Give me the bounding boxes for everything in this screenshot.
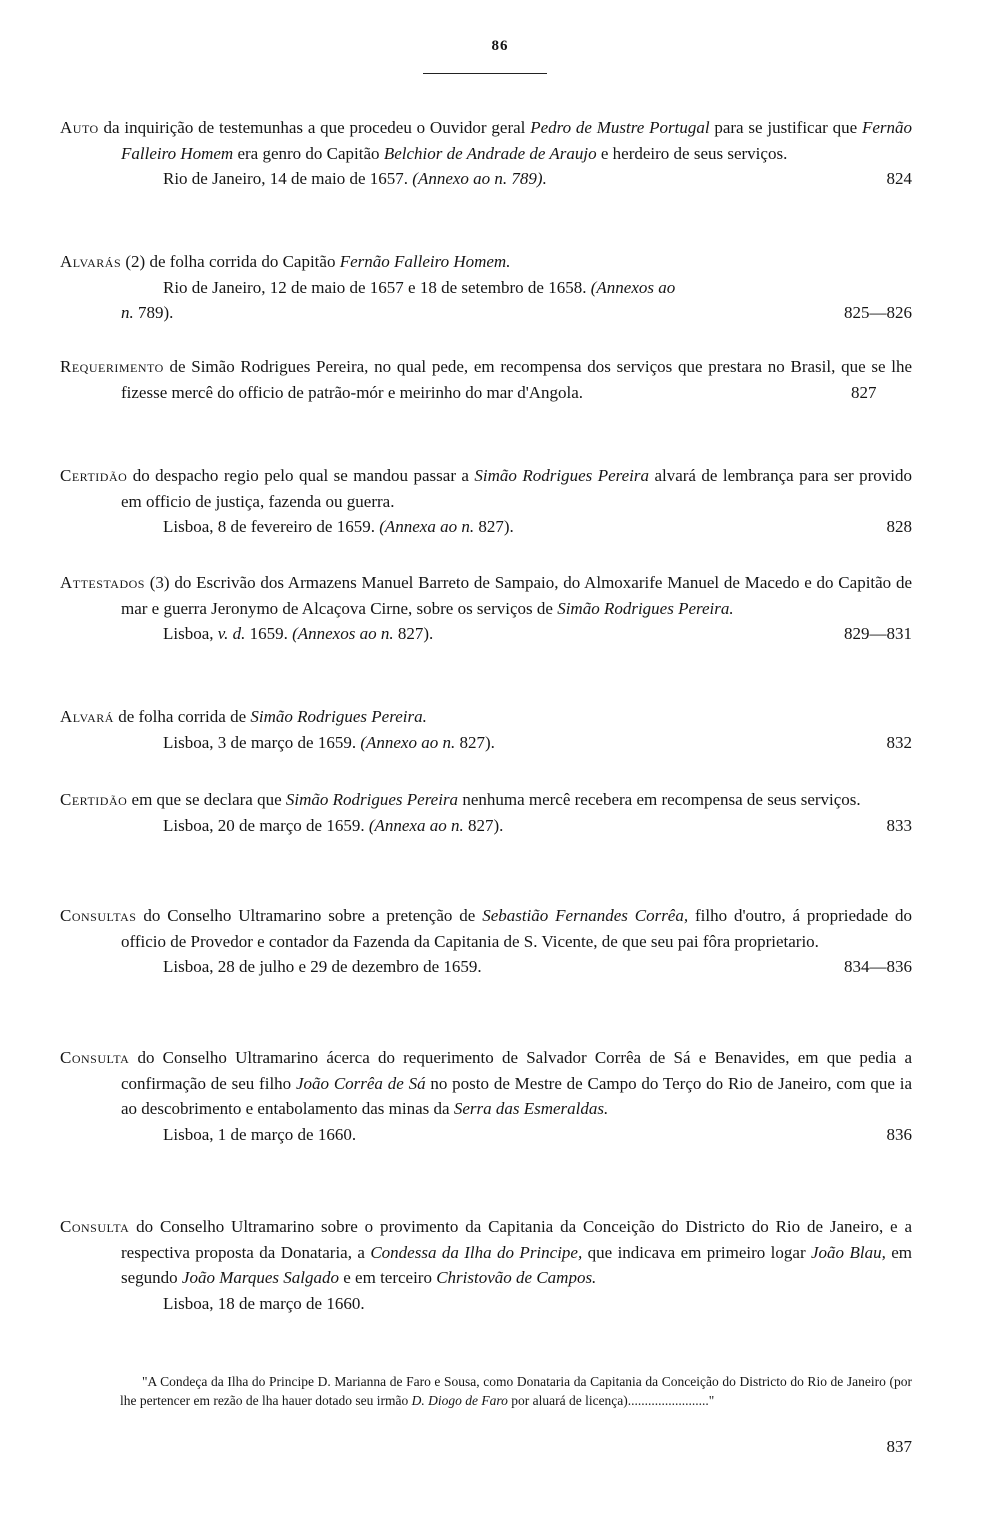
catalog-entry xyxy=(60,903,912,980)
text-run: Lisboa, 18 de março de 1660. xyxy=(163,1293,365,1313)
catalog-entry xyxy=(60,1214,912,1316)
doc-number-last: 837 xyxy=(886,1437,912,1456)
italic-text: Belchior de Andrade de Araujo xyxy=(383,143,597,163)
text-run: (2) de folha corrida do Capitão xyxy=(121,252,340,271)
text-run: que indicava em primeiro logar xyxy=(582,1242,812,1262)
catalog-entry xyxy=(60,249,912,326)
doc-number: 824 xyxy=(886,169,912,188)
text-run: da inquirição de testemunhas a que procedeu o Ouvidor geral xyxy=(98,118,531,137)
entry-place-date xyxy=(60,514,912,540)
catalog-entry xyxy=(60,570,912,647)
italic-text: Condessa da Ilha do Principe, xyxy=(370,1242,583,1262)
entry-description xyxy=(60,704,912,730)
italic-text: Fernão Falleiro Homem xyxy=(121,118,913,163)
catalog-entry xyxy=(60,115,912,192)
italic-text: (Annexos ao n. xyxy=(292,624,394,643)
text-run: e herdeiro de seus serviços. xyxy=(596,143,788,163)
italic-text: (Annexo ao n. 789). xyxy=(412,169,547,188)
text-run: no posto de Mestre de Campo do Terço do Rio de Janeiro, com que ia ao descobrimento e entabolamento das minas da xyxy=(121,1073,912,1118)
italic-text: Simão Rodrigues Pereira. xyxy=(250,707,427,726)
text-run: Lisboa, 20 de março de 1659. xyxy=(163,815,369,835)
italic-text: Serra das Esmeraldas. xyxy=(453,1099,609,1118)
text-run: Lisboa, 28 de julho e 29 de dezembro de 1659. xyxy=(163,957,482,976)
italic-text: Simão Rodrigues Pereira xyxy=(285,790,459,809)
doc-number: 833 xyxy=(886,815,912,835)
doc-number: 825—826 xyxy=(844,303,912,322)
text-run: nenhuma mercê recebera em recompensa de seus serviços. xyxy=(458,790,861,809)
text-run: do Conselho Ultramarino sobre o provimento da Capitania da Conceição do Districto do Rio de Janeiro, e a respectiva proposta da Donataria, a xyxy=(121,1217,912,1262)
entry-place-date xyxy=(60,954,912,980)
text-run: 827). xyxy=(455,732,495,752)
italic-text: (Annexa ao n. xyxy=(368,815,464,835)
catalog-entry xyxy=(60,1045,912,1147)
text-run: 1659. xyxy=(245,624,293,643)
entry-lead-word: Alvará xyxy=(60,707,114,726)
entry-lead-word: Certidão xyxy=(60,466,128,485)
text-run: Rio de Janeiro, 12 de maio de 1657 e 18 de setembro de 1658. xyxy=(163,277,591,297)
text-run: 827). xyxy=(474,517,514,536)
entry-description xyxy=(60,1214,912,1291)
entry-description xyxy=(60,463,912,514)
text-run: por aluará de licença)........................" xyxy=(507,1392,715,1408)
entry-lead-word: Consultas xyxy=(60,906,137,925)
entry-lead-word: Attestados xyxy=(60,573,145,592)
entry-lead-word: Alvarás xyxy=(60,252,122,271)
entry-description xyxy=(60,903,912,954)
italic-text: (Annexos ao xyxy=(590,277,676,297)
doc-number: 829—831 xyxy=(844,624,912,643)
italic-text: Christovão de Campos. xyxy=(436,1268,597,1287)
italic-text: Sebastião Fernandes Corrêa, xyxy=(482,906,689,925)
italic-text: D. Diogo de Faro xyxy=(411,1392,508,1408)
entry-description xyxy=(60,1045,912,1122)
entry-description xyxy=(60,249,912,275)
entry-place-date xyxy=(60,1291,912,1317)
entry-description xyxy=(60,570,912,621)
entry-description xyxy=(60,787,912,813)
text-run: Lisboa, 3 de março de 1659. xyxy=(163,732,361,752)
italic-text: Pedro de Mustre Portugal xyxy=(530,118,710,137)
entry-place-date xyxy=(60,621,912,647)
text-run: alvará de lembrança para ser provido em officio de justiça, fazenda ou guerra. xyxy=(121,466,912,511)
italic-text: João Corrêa de Sá xyxy=(295,1073,426,1093)
text-run: do Conselho Ultramarino ácerca do requerimento de Salvador Corrêa de Sá e Benavides, em que pedia a confirmação de seu filho xyxy=(121,1048,912,1093)
doc-number: 834—836 xyxy=(844,957,912,976)
entry-lead-word: Auto xyxy=(60,118,99,137)
italic-text: Fernão Falleiro Homem. xyxy=(339,252,511,271)
doc-number: 832 xyxy=(886,732,912,752)
italic-text: João Blau, xyxy=(811,1242,886,1262)
text-run: (3) do Escrivão dos Armazens Manuel Barreto de Sampaio, do Almoxarife Manuel de Macedo e do Capitão de mar e guerra Jeronymo de Alcaçova Cirne, sobre os serviços de xyxy=(121,573,912,618)
text-run: Lisboa, 8 de fevereiro de 1659. xyxy=(163,517,380,536)
entry-lead-word: Certidão xyxy=(60,790,128,809)
doc-number: 836 xyxy=(886,1124,912,1144)
catalog-entry xyxy=(60,787,912,838)
entry-lead-word: Consulta xyxy=(60,1048,130,1067)
footnote-text xyxy=(120,1373,912,1410)
entry-place-date xyxy=(60,275,912,301)
italic-text: Simão Rodrigues Pereira. xyxy=(557,598,734,618)
text-run: "A Condeça da Ilha do Principe D. Marianna de Faro e Sousa, como Donataria da Capitania da Conceição do Districto do Rio de Janeiro (por lhe pertencer em rezão de lha hauer dotado seu irmão xyxy=(120,1374,912,1408)
catalog-entry xyxy=(60,354,912,405)
entry-place-date xyxy=(60,166,912,192)
entry-lead-word: Consulta xyxy=(60,1217,130,1236)
catalog-entry xyxy=(60,463,912,540)
text-run: do Conselho Ultramarino sobre a pretenção de xyxy=(136,906,483,925)
text-run: Lisboa, xyxy=(163,624,218,643)
text-run: e em terceiro xyxy=(339,1268,437,1287)
entry-place-date xyxy=(60,813,912,839)
text-run: era genro do Capitão xyxy=(233,143,384,163)
text-run: em que se declara que xyxy=(127,790,286,809)
page-number: 86 xyxy=(491,38,509,54)
entry-place-continued xyxy=(60,300,912,326)
entry-place-date xyxy=(60,730,912,756)
catalog-entry xyxy=(60,704,912,755)
italic-text: n. xyxy=(121,303,134,322)
italic-text: v. d. xyxy=(217,624,246,643)
entry-description: Requerimento de Simão Rodrigues Pereira, no qual pede, em recompensa dos serviços que prestara no Brasil, que se lhe fizesse mercê do officio de patrão-mór e meirinho do mar d'Angola. 827 xyxy=(60,357,912,402)
doc-number: 828 xyxy=(886,517,912,536)
italic-text: (Annexa ao n. xyxy=(379,517,475,536)
footnote xyxy=(120,1373,912,1410)
italic-text: Simão Rodrigues Pereira xyxy=(474,466,649,485)
text-run: Lisboa, 1 de março de 1660. xyxy=(163,1124,357,1144)
header-rule xyxy=(423,73,547,74)
text-run: de Simão Rodrigues Pereira, no qual pede, em recompensa dos serviços que prestara no Brasil, que se lhe fizesse mercê do officio de patrão-mór e meirinho do mar d'Angola. xyxy=(121,357,912,402)
italic-text: João Marques Salgado xyxy=(181,1268,339,1287)
text-run: em segundo xyxy=(121,1242,912,1287)
text-run: de folha corrida de xyxy=(113,707,251,726)
text-run: 789). xyxy=(133,303,174,322)
text-run: Rio de Janeiro, 14 de maio de 1657. xyxy=(163,169,413,188)
text-run: 827). xyxy=(463,815,504,835)
italic-text: (Annexo ao n. xyxy=(360,732,456,752)
text-run: do despacho regio pelo qual se mandou passar a xyxy=(127,466,475,485)
text-run: filho d'outro, á propriedade do officio de Provedor e contador da Fazenda da Capitania de S. Vicente, de que seu pai fôra proprietario. xyxy=(121,906,912,951)
entry-description xyxy=(60,115,912,166)
text-run: 827). xyxy=(393,624,434,643)
entry-place-date xyxy=(60,1122,912,1148)
entry-lead-word: Requerimento xyxy=(60,357,164,376)
text-run: para se justificar que xyxy=(709,118,862,137)
